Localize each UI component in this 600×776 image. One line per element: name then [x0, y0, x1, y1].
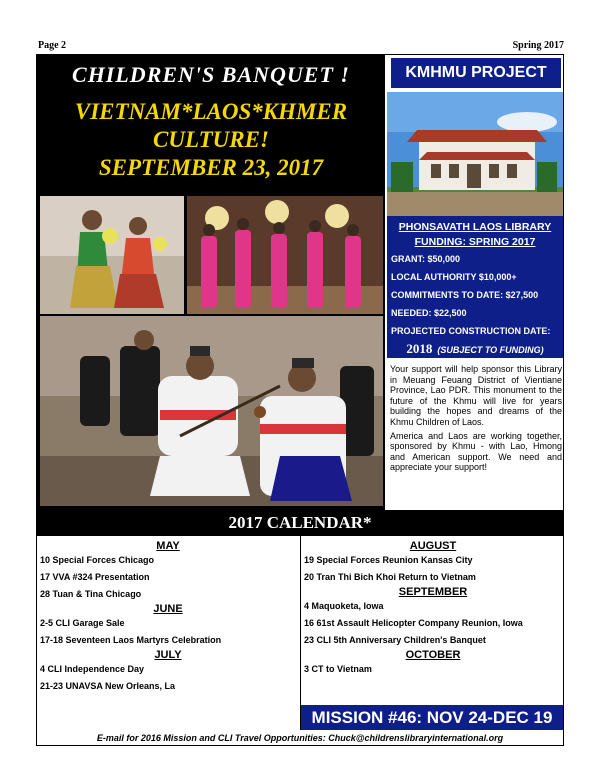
library-title-line-1: PHONSAVATH LAOS LIBRARY — [398, 221, 552, 233]
commitments-amount: COMMITMENTS TO DATE: $27,500 — [391, 290, 539, 300]
calendar-event: 23 CLI 5th Anniversary Children's Banquet — [304, 635, 486, 645]
mission-banner: MISSION #46: NOV 24-DEC 19 — [301, 705, 563, 730]
calendar-event: 17 VVA #324 Presentation — [40, 572, 150, 582]
calendar-event: 4 CLI Independence Day — [40, 664, 145, 674]
calendar-event: 19 Special Forces Reunion Kansas City — [304, 555, 473, 565]
issue-season: Spring 2017 — [512, 40, 564, 51]
calendar-event: 28 Tuan & Tina Chicago — [40, 589, 142, 599]
subtitle-line-3: SEPTEMBER 23, 2017 — [98, 155, 324, 180]
month-june: JUNE — [153, 603, 183, 615]
subtitle-line-2: CULTURE! — [153, 127, 269, 152]
month-october: OCTOBER — [405, 649, 461, 661]
photo-library-building — [387, 92, 563, 216]
calendar-title: 2017 CALENDAR* — [37, 510, 563, 536]
month-may: MAY — [156, 540, 180, 552]
funding-condition: (SUBJECT TO FUNDING) — [437, 345, 544, 355]
photo-pink-dancers — [187, 196, 383, 314]
calendar-right-column — [304, 540, 562, 678]
local-authority-amount: LOCAL AUTHORITY $10,000+ — [391, 272, 517, 282]
support-text — [390, 364, 562, 473]
projected-year: 2018 — [406, 341, 433, 356]
page-number: Page 2 — [38, 40, 67, 51]
calendar-event: 10 Special Forces Chicago — [40, 555, 155, 565]
calendar-event: 20 Tran Thi Bich Khoi Return to Vietnam — [304, 572, 476, 582]
kmhmu-project-title: KMHMU PROJECT — [391, 58, 561, 88]
calendar-event: 21-23 UNAVSA New Orleans, La — [40, 681, 176, 691]
month-july: JULY — [154, 649, 182, 661]
calendar-event: 3 CT to Vietnam — [304, 664, 372, 674]
support-paragraph-2: America and Laos are working together, sponsored by Khmu - with Lao, Hmong and American support. We need and appreciate your support! — [390, 430, 562, 473]
calendar-column-divider — [300, 536, 301, 730]
banquet-title: CHILDREN'S BANQUET ! — [72, 62, 350, 87]
photo-dancers-pair — [40, 196, 184, 314]
projected-date-value — [391, 340, 559, 359]
banquet-subtitle — [37, 98, 385, 182]
month-august: AUGUST — [409, 540, 457, 552]
library-funding-box — [387, 216, 563, 358]
subtitle-line-1: VIETNAM*LAOS*KHMER — [74, 99, 348, 124]
calendar-event: 4 Maquoketa, Iowa — [304, 601, 384, 611]
photo-hmong-violinists — [40, 316, 383, 506]
calendar-event: 2-5 CLI Garage Sale — [40, 618, 125, 628]
support-paragraph-1: Your support will help sponsor this Library in Meuang Feuang District of Vientiane Province, Lao PDR. This monument to the future of the Khmu will live for years building the hopes and dreams of the Khmu Children of Laos. — [390, 364, 562, 427]
library-title-line-2: FUNDING: SPRING 2017 — [414, 236, 536, 248]
footer-contact: E-mail for 2016 Mission and CLI Travel Opportunities: Chuck@childrenslibraryinternational.org — [96, 733, 504, 743]
month-september: SEPTEMBER — [398, 586, 468, 598]
calendar-event: 17-18 Seventeen Laos Martyrs Celebration — [40, 635, 222, 645]
needed-amount: NEEDED: $22,500 — [391, 308, 467, 318]
calendar-event: 16 61st Assault Helicopter Company Reunion, Iowa — [304, 618, 523, 628]
calendar-left-column — [40, 540, 296, 695]
grant-amount: GRANT: $50,000 — [391, 254, 461, 264]
projected-date-label: PROJECTED CONSTRUCTION DATE: — [391, 326, 551, 336]
